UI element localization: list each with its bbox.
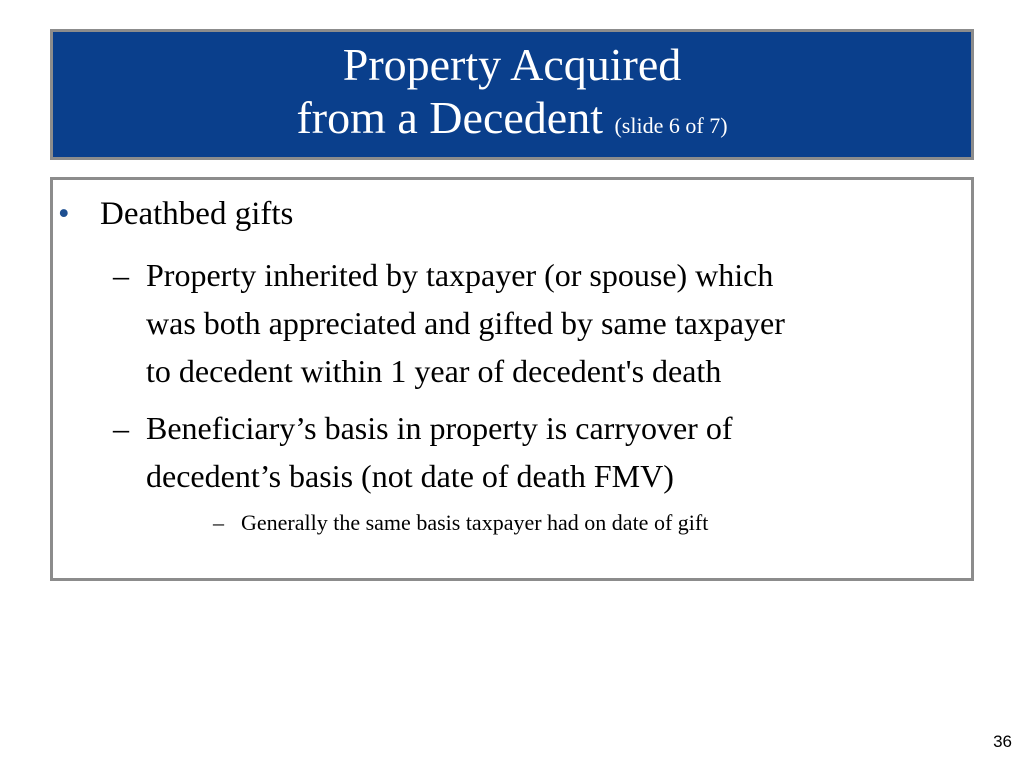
dash-marker: – (213, 510, 224, 535)
sub-bullet-text (146, 404, 732, 500)
sub-bullet-line: Property inherited by taxpayer (or spouse) which (146, 257, 774, 293)
slide-title-line-2-text: from a Decedent (296, 92, 603, 143)
sub-bullet-line: to decedent within 1 year of decedent's death (146, 353, 722, 389)
sub-bullet-text (146, 251, 785, 395)
page-number: 36 (993, 732, 1012, 751)
dash-marker: – (113, 257, 129, 293)
dash-marker: – (113, 410, 129, 446)
sub-bullet-line: decedent’s basis (not date of death FMV) (146, 458, 674, 494)
slide-number-note: (slide 6 of 7) (614, 113, 728, 138)
sub-sub-bullet-text: Generally the same basis taxpayer had on date of gift (241, 510, 709, 535)
sub-bullet-line: was both appreciated and gifted by same taxpayer (146, 305, 785, 341)
slide-title-banner (50, 29, 974, 160)
sub-bullet-line: Beneficiary’s basis in property is carryover of (146, 410, 733, 446)
bullet-heading: Deathbed gifts (100, 196, 294, 232)
bullet-dot-icon: • (58, 196, 70, 232)
slide-title-line-1: Property Acquired (342, 39, 682, 90)
slide-title-line-2 (53, 90, 971, 154)
